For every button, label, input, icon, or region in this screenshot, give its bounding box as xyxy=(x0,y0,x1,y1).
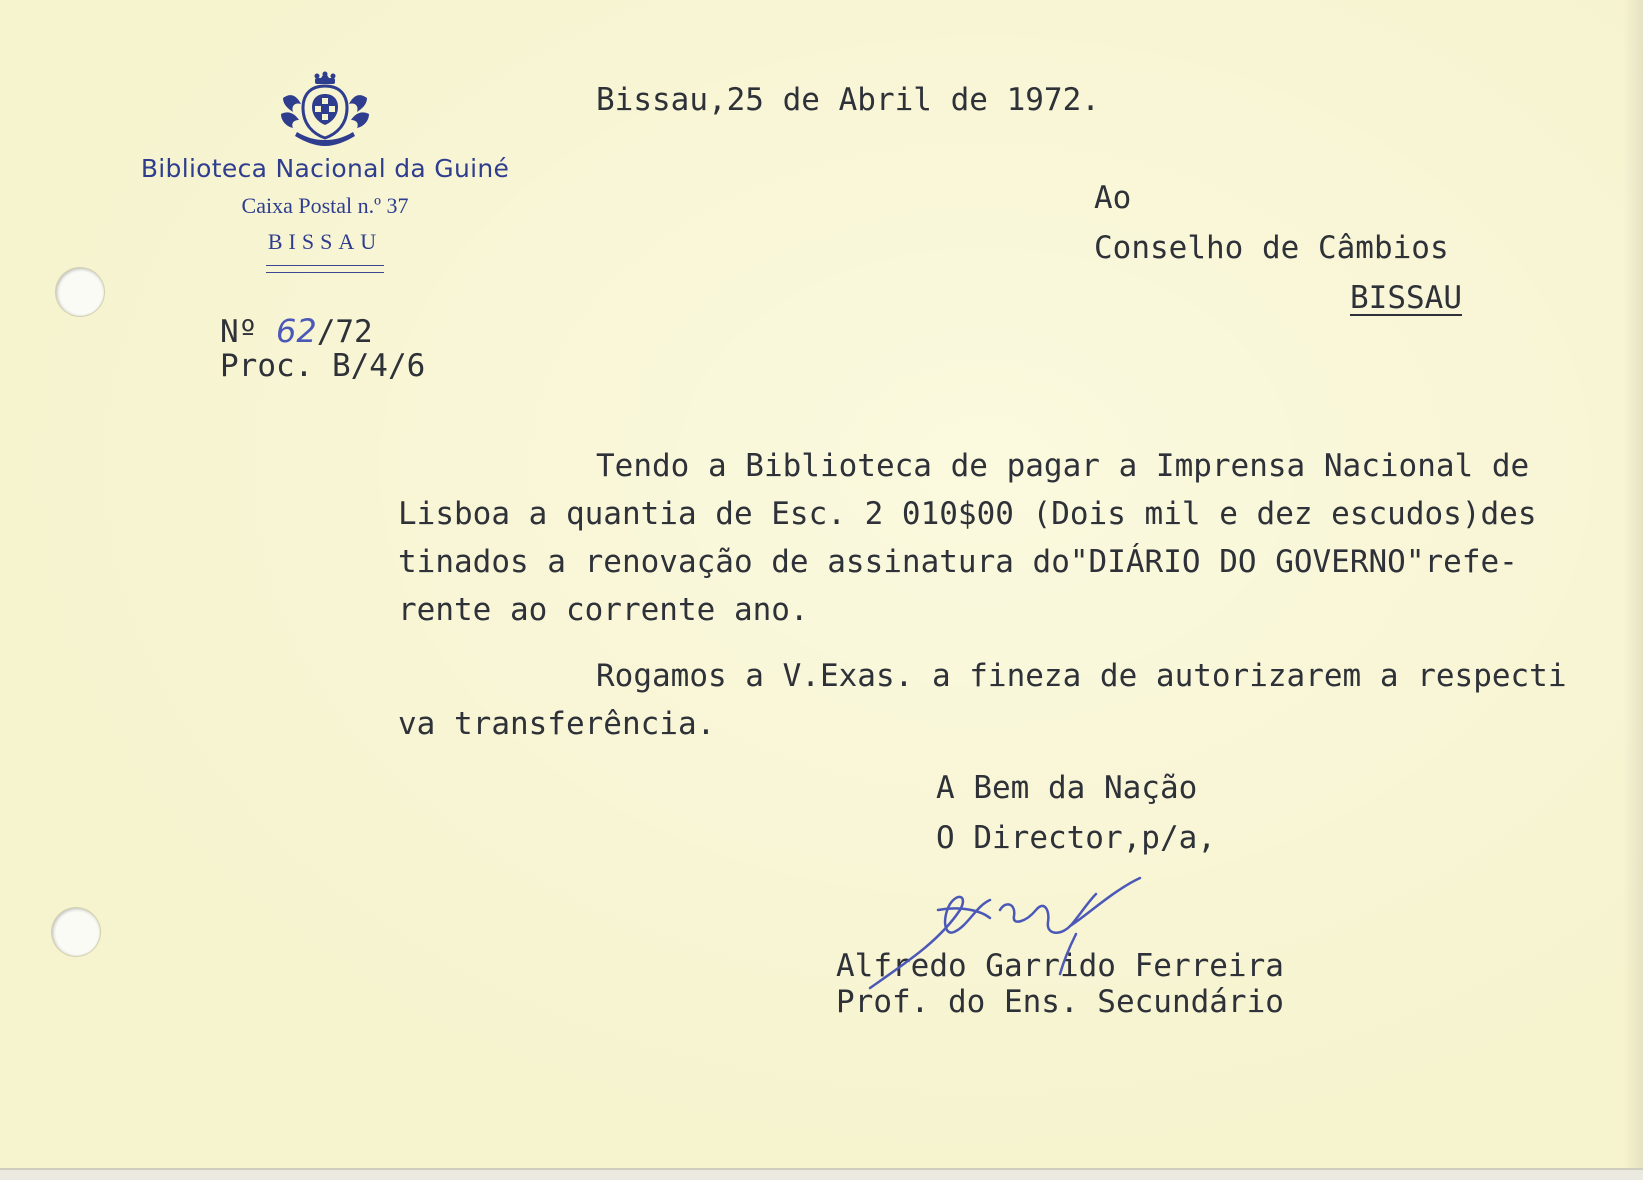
reference-number xyxy=(220,312,373,350)
signatory-title: Prof. do Ens. Secundário xyxy=(836,984,1284,1020)
postal-box: Caixa Postal n.º 37 xyxy=(241,193,409,218)
body-p2-line1: Rogamos a V.Exas. a fineza de autorizarem a respecti xyxy=(596,658,1567,694)
recipient-name: Conselho de Câmbios xyxy=(1094,230,1449,266)
punch-hole-bottom xyxy=(52,908,100,956)
body-p1-line3: tinados a renovação de assinatura do"DIÁRIO DO GOVERNO"refe- xyxy=(398,544,1518,580)
body-p1-line2: Lisboa a quantia de Esc. 2 010$00 (Dois mil e dez escudos)des xyxy=(398,496,1537,532)
letterhead-city: BISSAU xyxy=(267,229,383,254)
reference-number-suffix: /72 xyxy=(316,314,373,350)
institution-name: Biblioteca Nacional da Guiné xyxy=(140,154,510,183)
reference-number-handwritten: 62 xyxy=(276,312,317,350)
recipient-salutation: Ao xyxy=(1094,180,1132,216)
scan-background-strip xyxy=(0,1170,1643,1180)
signatory-name: Alfredo Garrido Ferreira xyxy=(836,948,1284,984)
letterhead-divider xyxy=(266,265,384,273)
handwritten-signature xyxy=(850,870,1250,1010)
closing-line1: A Bem da Nação xyxy=(936,770,1198,806)
reference-number-prefix: Nº xyxy=(220,314,276,350)
body-p1-line1: Tendo a Biblioteca de pagar a Imprensa Nacional de xyxy=(596,448,1530,484)
coat-of-arms-icon xyxy=(275,68,375,148)
closing-line2: O Director,p/a, xyxy=(936,820,1216,856)
body-p2-line2: va transferência. xyxy=(398,706,716,742)
letterhead xyxy=(100,68,550,273)
date-line: Bissau,25 de Abril de 1972. xyxy=(596,82,1100,118)
punch-hole-top xyxy=(56,268,104,316)
body-p1-line4: rente ao corrente ano. xyxy=(398,592,809,628)
recipient-city: BISSAU xyxy=(1350,280,1462,316)
process-reference: Proc. B/4/6 xyxy=(220,348,426,384)
paper-edge-shadow xyxy=(1623,0,1643,1168)
